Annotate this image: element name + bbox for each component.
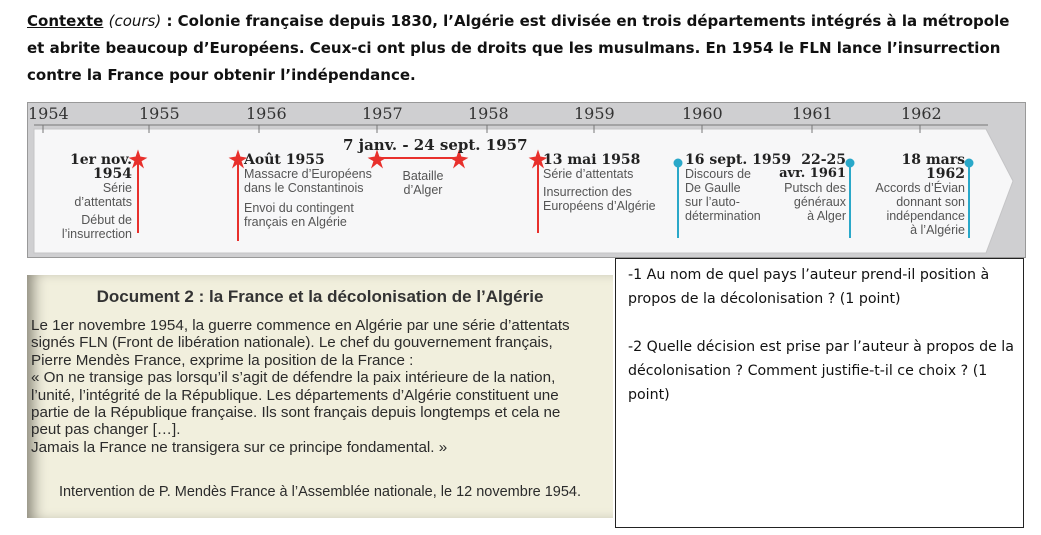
context-text: : Colonie française depuis 1830, l’Algérie est divisée en trois départements intégrés à la métropole et abrite beaucoup d’Européens. Ceux-ci ont plus de droits que les musulmans. En 1954 le FLN lance l’insurrection contre la France pour obtenir l’indépendance. [27,12,1010,84]
document-2-line: « On ne transige pas lorsqu’il s’agit de défendre la paix intérieure de la nation, [31,369,556,387]
event-1954 [32,153,132,241]
event-1962-line: à l’Algérie [910,223,965,237]
event-1959-line: De Gaulle [685,181,741,195]
year-1960: 1960 [682,104,723,123]
year-1961: 1961 [792,104,833,123]
event-1955 [244,153,394,229]
context-paragraph [27,8,1017,89]
event-1954-line: Série [102,181,132,195]
year-1962: 1962 [901,104,942,123]
event-1954-extra: Début de [81,213,132,227]
event-1961-line: à Alger [807,209,846,223]
event-1959-line: détermination [685,209,761,223]
event-1959-line: Discours de [685,167,751,181]
year-1957: 1957 [362,104,403,123]
event-1958-extra: Européens d’Algérie [543,199,656,213]
event-1959-line: sur l’auto- [685,195,740,209]
context-cours: (cours) [108,12,162,30]
document-2-line: peut pas changer […]. [31,421,181,439]
document-2-body [31,317,607,456]
document-2-line: Le 1er novembre 1954, la guerre commence en Algérie par une série d’attentats [31,317,570,334]
event-1961 [773,153,846,223]
year-1954: 1954 [28,104,69,123]
event-1955-extra: français en Algérie [244,215,347,229]
event-1957 [388,169,458,197]
event-1961-date2: avr. 1961 [779,166,846,181]
event-1955-extra: Envoi du contingent [244,201,354,215]
event-1957-line: d’Alger [403,183,443,197]
event-1962 [860,153,965,237]
event-1958-line: Série d’attentats [543,167,634,181]
event-1958-date: 13 mai 1958 [543,152,641,168]
dot-1962 [965,159,973,167]
event-1954-date: 1er nov. 1954 [69,152,132,182]
event-1961-line: généraux [793,195,846,209]
event-1955-date: Août 1955 [244,152,325,168]
range-label: 7 janv. - 24 sept. 1957 [343,136,528,154]
document-2-line: Pierre Mendès France, exprime la position de la France : [31,351,414,369]
year-1959: 1959 [574,104,615,123]
year-1958: 1958 [468,104,509,123]
questions-box [615,258,1024,528]
timeline [27,102,1026,258]
question-2: -2 Quelle décision est prise par l’auteur à propos de la décolonisation ? Comment justifie-t-il ce choix ? (1 point) [628,339,1014,403]
event-1958-extra: Insurrection des [543,185,632,199]
event-1955-line: dans le Constantinois [244,181,364,195]
event-1962-line: Accords d’Évian [875,181,965,195]
event-1957-line: Bataille [402,169,444,183]
document-2 [27,275,613,518]
event-1962-line: indépendance [886,209,965,223]
document-2-line: signés FLN (Front de libération nationale). Le chef du gouvernement français, [31,334,553,352]
year-1955: 1955 [139,104,180,123]
document-2-line: Jamais la France ne transigera sur ce principe fondamental. » [31,438,448,456]
event-1958 [543,153,678,213]
document-2-line: partie de la République française. Ils sont français depuis longtemps et cela ne [31,404,561,422]
event-1954-extra: l’insurrection [61,227,132,241]
question-1: -1 Au nom de quel pays l’auteur prend-il position à propos de la décolonisation ? (1 point) [628,267,990,307]
event-1955-line: Massacre d’Européens [244,167,372,181]
event-1954-line: d’attentats [74,195,132,209]
event-1962-date: 18 mars 1962 [901,152,965,182]
event-1961-line: Putsch des [784,181,846,195]
dot-1961 [846,159,854,167]
event-1961-date: 22-25 [801,152,846,168]
year-1956: 1956 [246,104,287,123]
document-2-source: Intervention de P. Mendès France à l’Assemblée nationale, le 12 novembre 1954. [58,484,582,500]
event-1962-line: donnant son [896,195,965,209]
context-label: Contexte [27,12,104,30]
document-2-title: Document 2 : la France et la décolonisation de l’Algérie [96,287,544,306]
document-2-line: l’unité, l’intégrité de la République. Les départements d’Algérie constituent une [31,386,559,404]
event-1959-date: 16 sept. 1959 [685,152,792,168]
